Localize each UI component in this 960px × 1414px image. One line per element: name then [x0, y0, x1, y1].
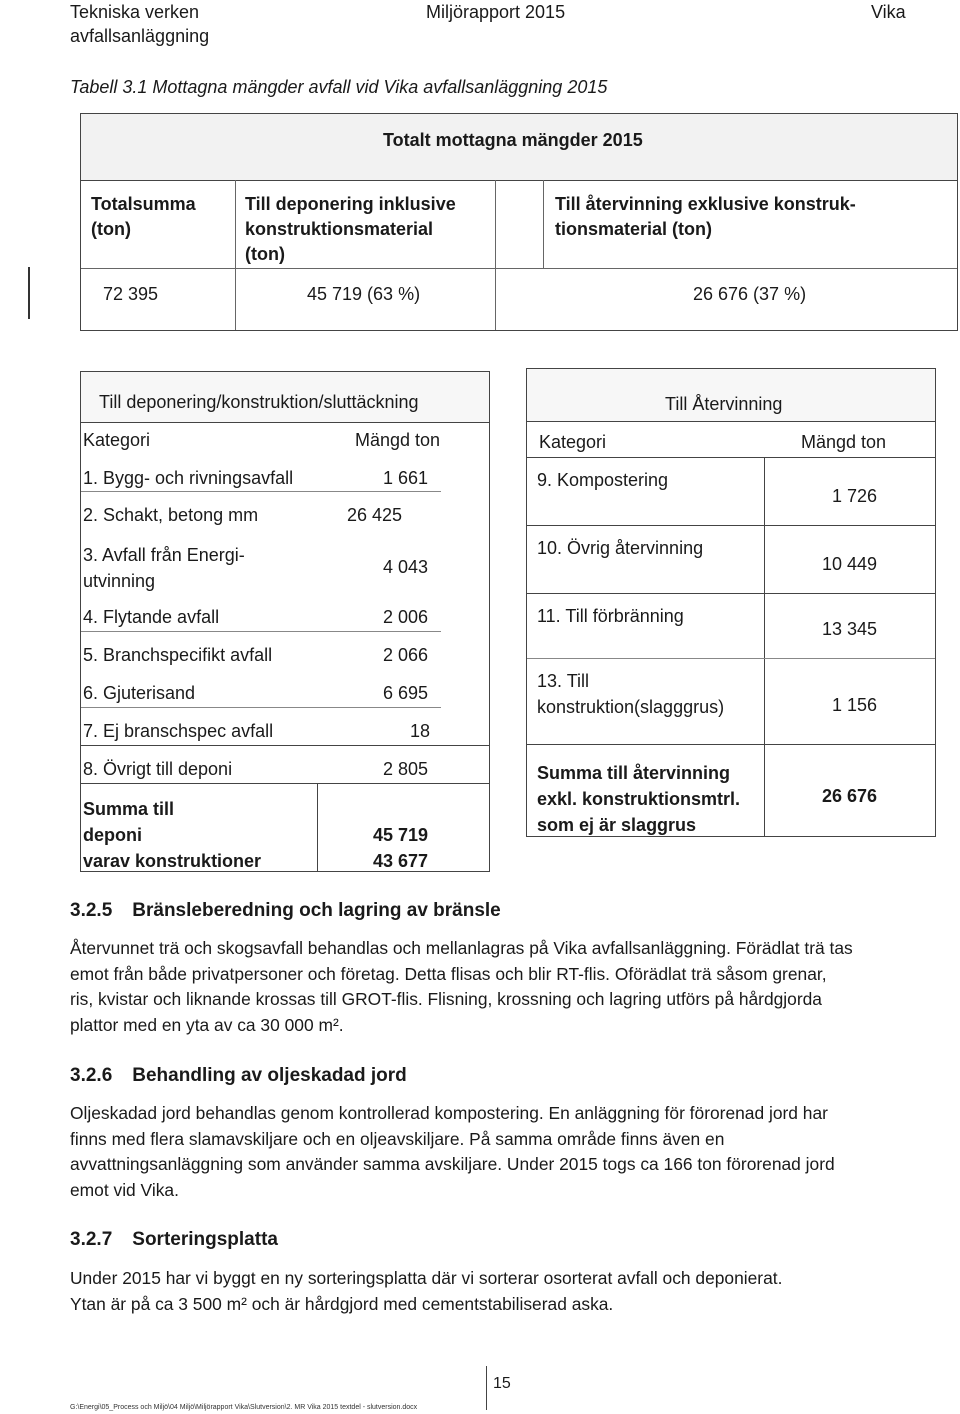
deponering-row-label: 5. Branchspecifikt avfall	[83, 645, 273, 665]
col-total-line1: Totalsumma	[91, 194, 196, 214]
atervinning-sum-label	[537, 760, 740, 838]
deponering-table	[80, 371, 490, 872]
deponering-row-value: 1 661	[383, 468, 429, 488]
section-paragraph	[70, 936, 940, 1038]
section-title: Bränsleberedning och lagring av bränsle	[132, 900, 501, 921]
deponering-row-value: 4 043	[383, 557, 429, 577]
section-paragraph	[70, 1101, 940, 1203]
summary-deponering-value: 45 719 (63 %)	[307, 284, 421, 304]
section-title: Behandling av oljeskadad jord	[132, 1065, 407, 1086]
page-number: 15	[493, 1375, 511, 1392]
header-site: Vika	[871, 2, 906, 22]
atervinning-sum-value: 26 676	[822, 786, 878, 806]
section-number: 3.2.6	[70, 1065, 113, 1086]
header-org	[70, 0, 209, 48]
divider	[235, 180, 236, 330]
deponering-row-value: 2 066	[383, 645, 429, 665]
paragraph-line: avvattningsanläggning som använder samma avskiljare. Under 2015 togs ca 166 ton förorenad jord	[70, 1154, 835, 1174]
atervinning-table	[526, 368, 936, 837]
deponering-row-label: 7. Ej branschspec avfall	[83, 721, 274, 741]
paragraph-line: finns med flera slamavskiljare och en oljeavskiljare. På samma område finns även en	[70, 1128, 725, 1149]
deponering-sum-values	[373, 822, 428, 874]
divider	[81, 631, 441, 632]
divider	[81, 783, 489, 784]
divider	[764, 457, 765, 836]
header-org-line2: avfallsanläggning	[70, 26, 210, 46]
divider	[81, 268, 957, 269]
deponering-konstr-value: 43 677	[373, 851, 429, 871]
sum-line2: deponi	[83, 825, 142, 845]
deponering-row-value: 26 425	[347, 505, 403, 525]
section-number: 3.2.7	[70, 1229, 113, 1250]
atervinning-row-value: 13 345	[822, 619, 878, 639]
label-line2: utvinning	[83, 571, 156, 591]
atervinning-row-label: 11. Till förbränning	[537, 606, 684, 626]
footer-path: G:\Energi\05_Process och Miljö\04 Miljö\Miljörapport Vika\Slutversion\2. MR Vika 2015 textdel - slutversion.docx	[70, 1404, 418, 1411]
deponering-row-label: 4. Flytande avfall	[83, 607, 220, 627]
col-deponering-line1: Till deponering inklusive	[245, 194, 456, 214]
divider	[317, 783, 318, 871]
atervinning-col-mangd: Mängd ton	[801, 432, 887, 452]
page-number-rule	[486, 1366, 487, 1410]
deponering-col-kategori: Kategori	[83, 430, 151, 450]
deponering-sum-label	[83, 796, 261, 874]
deponering-row-label	[83, 542, 245, 594]
section-heading	[70, 1229, 278, 1251]
deponering-row-label: 1. Bygg- och rivningsavfall	[83, 468, 294, 488]
paragraph-line: emot från både privatpersoner och företag. Detta flisas och blir RT-flis. Oförädlat trä såsom grenar,	[70, 963, 827, 984]
deponering-row-value: 6 695	[383, 683, 429, 703]
deponering-row-label: 8. Övrigt till deponi	[83, 759, 233, 779]
header-org-line1: Tekniska verken	[70, 2, 200, 22]
atervinning-row-label: 10. Övrig återvinning	[537, 538, 704, 558]
deponering-row-value: 2 805	[383, 759, 429, 779]
deponering-row-value: 2 006	[383, 607, 429, 627]
divider	[81, 707, 441, 708]
label-line1: 3. Avfall från Energi-	[83, 545, 245, 565]
paragraph-line: Återvunnet trä och skogsavfall behandlas och mellanlagras på Vika avfallsanläggning. Förädlat trä tas	[70, 938, 853, 958]
paragraph-line: Under 2015 har vi byggt en ny sorteringsplatta där vi sorterar osorterat avfall och deponierat.	[70, 1268, 783, 1288]
summary-table	[80, 113, 958, 331]
divider	[81, 491, 441, 492]
divider	[527, 593, 935, 594]
sum-line1: Summa till återvinning	[537, 763, 731, 783]
label-line1: 13. Till	[537, 671, 590, 691]
sum-line2: exkl. konstruktionsmtrl.	[537, 789, 741, 809]
section-paragraph	[70, 1266, 940, 1317]
paragraph-line: plattor med en yta av ca 30 000 m².	[70, 1014, 344, 1035]
summary-title: Totalt mottagna mängder 2015	[383, 130, 643, 150]
section-title: Sorteringsplatta	[132, 1229, 278, 1250]
header-title: Miljörapport 2015	[426, 2, 566, 22]
deponering-title: Till deponering/konstruktion/sluttäckning	[99, 392, 419, 412]
divider	[527, 658, 935, 659]
summary-col-atervinning-header	[555, 192, 856, 242]
divider	[527, 525, 935, 526]
deponering-col-mangd: Mängd ton	[355, 430, 441, 450]
summary-col-deponering-header	[245, 192, 456, 267]
atervinning-row-value: 10 449	[822, 554, 878, 574]
paragraph-line: Ytan är på ca 3 500 m² och är hårdgjord med cementstabiliserad aska.	[70, 1293, 614, 1314]
atervinning-col-kategori: Kategori	[539, 432, 607, 452]
paragraph-line: emot vid Vika.	[70, 1179, 179, 1200]
paragraph-line: Oljeskadad jord behandlas genom kontrollerad kompostering. En anläggning för förorenad jord har	[70, 1103, 828, 1123]
divider	[527, 744, 935, 745]
atervinning-row-label: 9. Kompostering	[537, 470, 669, 490]
change-bar	[28, 267, 30, 319]
section-heading	[70, 1065, 407, 1087]
deponering-sum-value: 45 719	[373, 825, 429, 845]
paragraph-line: ris, kvistar och liknande krossas till GROT-flis. Flisning, krossning och lagring utförs på hårdgjorda	[70, 989, 822, 1009]
col-atervinning-line2: tionsmaterial (ton)	[555, 219, 713, 239]
sum-line3: varav konstruktioner	[83, 851, 262, 871]
atervinning-row-value: 1 156	[832, 695, 878, 715]
summary-total-value: 72 395	[103, 284, 159, 304]
summary-col-total-header	[91, 192, 196, 242]
divider	[495, 180, 496, 330]
sum-line3: som ej är slaggrus	[537, 815, 697, 835]
deponering-row-label: 2. Schakt, betong mm	[83, 505, 259, 525]
col-total-line2: (ton)	[91, 219, 131, 239]
atervinning-title: Till Återvinning	[665, 394, 783, 414]
atervinning-row-value: 1 726	[832, 486, 878, 506]
section-heading	[70, 900, 501, 922]
atervinning-row-label	[537, 668, 724, 720]
divider	[81, 745, 489, 746]
deponering-row-label: 6. Gjuterisand	[83, 683, 196, 703]
label-line2: konstruktion(slagggrus)	[537, 697, 725, 717]
table-caption: Tabell 3.1 Mottagna mängder avfall vid Vika avfallsanläggning 2015	[70, 77, 608, 97]
divider	[527, 457, 935, 458]
divider	[543, 180, 544, 268]
col-atervinning-line1: Till återvinning exklusive konstruk-	[555, 194, 856, 214]
summary-atervinning-value: 26 676 (37 %)	[693, 284, 807, 304]
sum-line1: Summa till	[83, 799, 175, 819]
col-deponering-line2: konstruktionsmaterial	[245, 219, 434, 239]
col-deponering-line3: (ton)	[245, 244, 285, 264]
section-number: 3.2.5	[70, 900, 113, 921]
deponering-row-value: 18	[410, 721, 431, 741]
